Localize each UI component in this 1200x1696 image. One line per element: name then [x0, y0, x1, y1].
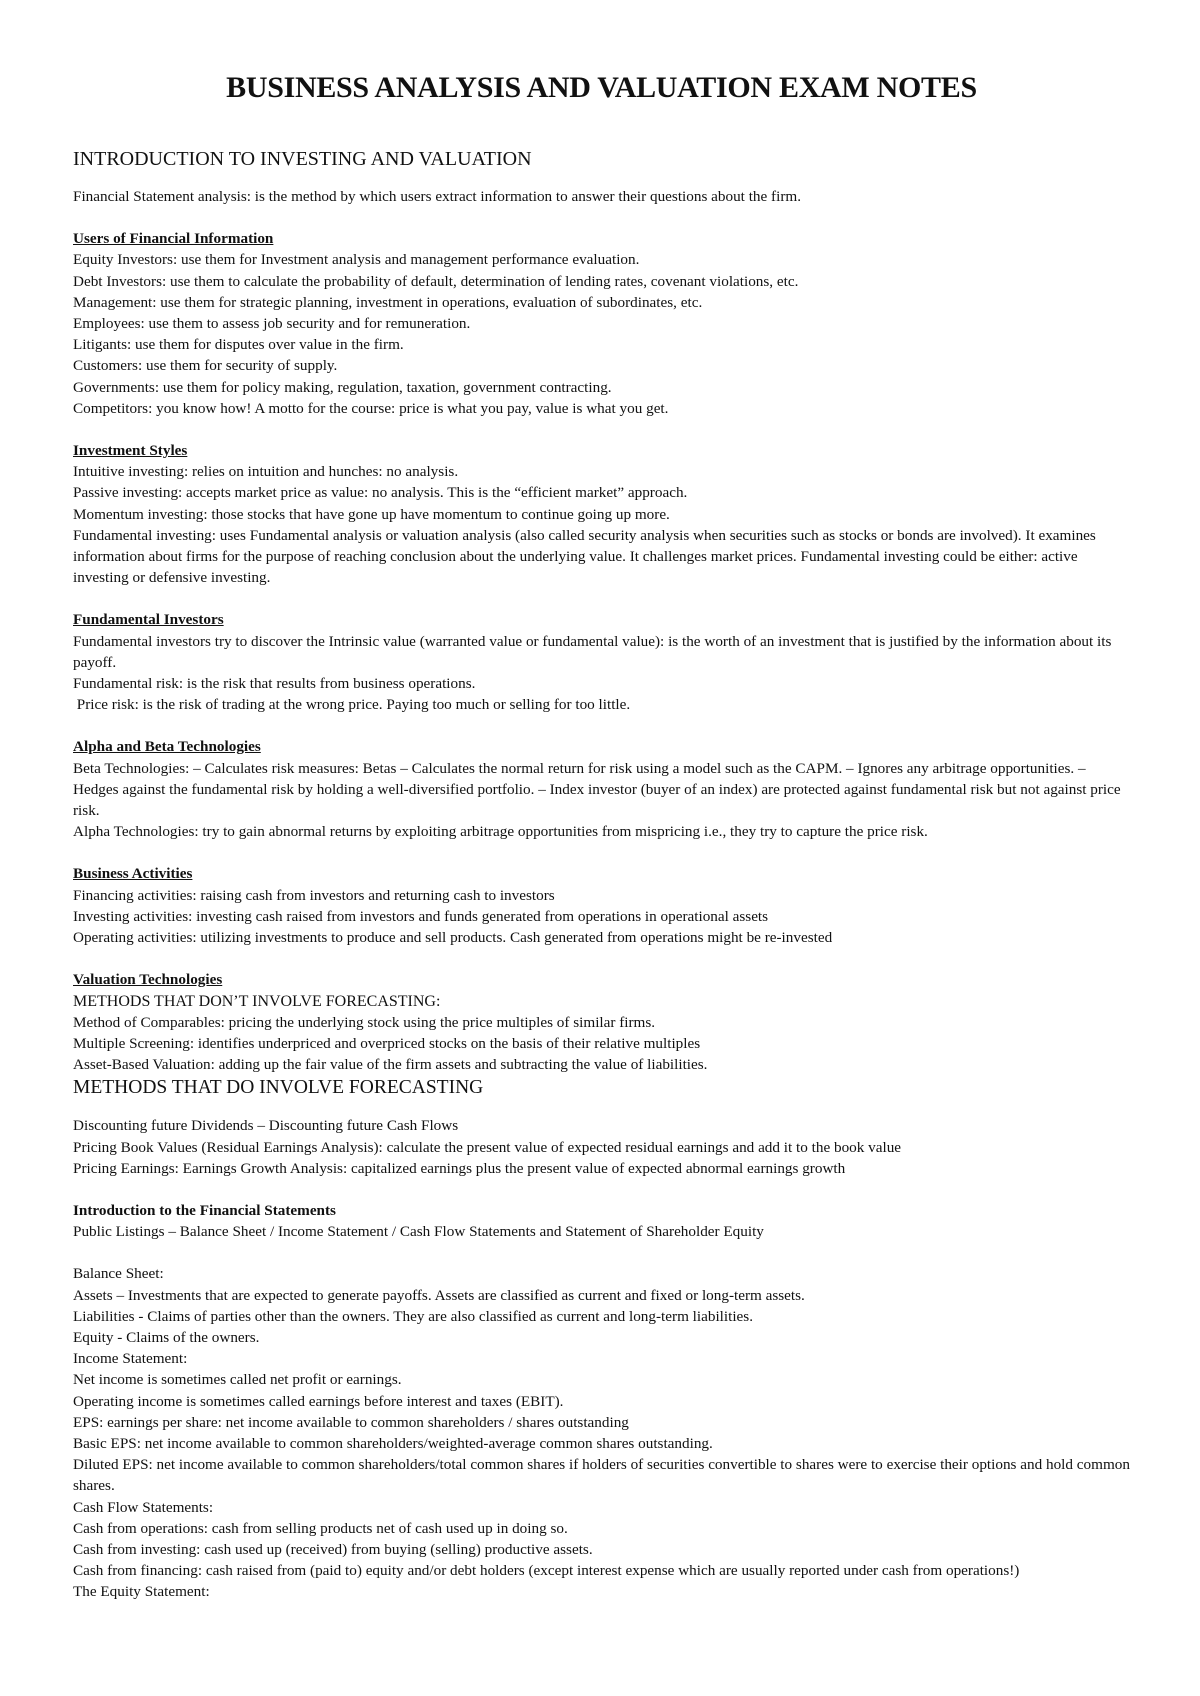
- statements-line: Equity - Claims of the owners.: [73, 1328, 260, 1346]
- users-line: Management: use them for strategic planning, investment in operations, evaluation of subordinates, etc.: [73, 293, 703, 311]
- styles-line: Fundamental investing: uses Fundamental analysis or valuation analysis (also called security analysis when securities such as stocks or bonds are involved). It examines information about firms for the purpose of reaching conclusion about the underlying value. It challenges market prices. Fundamental investing could be either: active investing or defensive investing.: [73, 526, 1096, 587]
- statements-heading: Introduction to the Financial Statements: [73, 1201, 336, 1219]
- users-line: Competitors: you know how! A motto for the course: price is what you pay, value is what you get.: [73, 399, 669, 417]
- statements-line: Cash from investing: cash used up (received) from buying (selling) productive assets.: [73, 1540, 593, 1558]
- statements-line: Cash Flow Statements:: [73, 1498, 214, 1516]
- document-page: [73, 70, 1133, 1603]
- users-line: Customers: use them for security of supply.: [73, 357, 338, 375]
- activities-line: Investing activities: investing cash raised from investors and funds generated from operations in operational assets: [73, 907, 769, 925]
- styles-line: Momentum investing: those stocks that have gone up have momentum to continue going up more.: [73, 505, 670, 523]
- intro-paragraph: Financial Statement analysis: is the method by which users extract information to answer their questions about the firm.: [73, 188, 801, 205]
- valuation-line: Method of Comparables: pricing the underlying stock using the price multiples of similar firms.: [73, 1013, 656, 1031]
- activities-line: Financing activities: raising cash from investors and returning cash to investors: [73, 886, 555, 904]
- statements-line: The Equity Statement:: [73, 1583, 210, 1601]
- styles-line: Passive investing: accepts market price as value: no analysis. This is the “efficient market” approach.: [73, 484, 688, 502]
- valuation-line: Discounting future Dividends – Discounting future Cash Flows: [73, 1117, 459, 1135]
- styles-heading: Investment Styles: [73, 442, 188, 460]
- activities-line: Operating activities: utilizing investments to produce and sell products. Cash generated from operations might be re-invested: [73, 929, 833, 947]
- users-line: Equity Investors: use them for Investment analysis and management performance evaluation.: [73, 251, 640, 269]
- users-heading: Users of Financial Information: [73, 230, 274, 248]
- statements-listings: Public Listings – Balance Sheet / Income Statement / Cash Flow Statements and Statement of Shareholder Equity: [73, 1223, 764, 1241]
- valuation-line: Pricing Book Values (Residual Earnings Analysis): calculate the present value of expected residual earnings and add it to the book value: [73, 1138, 902, 1156]
- statements-line: Diluted EPS: net income available to common shareholders/total common shares if holders of securities convertible to shares were to exercise their options and hold common shares.: [73, 1456, 1130, 1495]
- statements-line: Net income is sometimes called net profit or earnings.: [73, 1371, 402, 1389]
- alpha-beta-line: Alpha Technologies: try to gain abnormal returns by exploiting arbitrage opportunities from mispricing i.e., they try to capture the price risk.: [73, 823, 928, 841]
- fundamental-line: Fundamental investors try to discover the Intrinsic value (warranted value or fundamental value): is the worth of an investment that is justified by the information about its payoff.: [73, 632, 1112, 671]
- valuation-line: Multiple Screening: identifies underpriced and overpriced stocks on the basis of their relative multiples: [73, 1034, 701, 1052]
- no-forecast-label: METHODS THAT DON’T INVOLVE FORECASTING:: [73, 992, 441, 1010]
- alpha-beta-line: Beta Technologies: – Calculates risk measures: Betas – Calculates the normal return for risk using a model such as the CAPM. – Ignores any arbitrage opportunities. – Hedges against the fundamental risk by holding a well-diversified portfolio. – Index investor (buyer of an index) are protected against fundamental risk but not against price risk.: [73, 759, 1121, 820]
- statements-line: Liabilities - Claims of parties other than the owners. They are also classified as current and long-term liabilities.: [73, 1307, 754, 1325]
- users-line: Debt Investors: use them to calculate the probability of default, determination of lending rates, covenant violations, etc.: [73, 272, 799, 290]
- statements-line: EPS: earnings per share: net income available to common shareholders / shares outstanding: [73, 1413, 629, 1431]
- statements-line: Income Statement:: [73, 1350, 188, 1368]
- statements-line: Basic EPS: net income available to common shareholders/weighted-average common shares outstanding.: [73, 1434, 713, 1452]
- users-line: Governments: use them for policy making, regulation, taxation, government contracting.: [73, 378, 612, 396]
- valuation-heading: Valuation Technologies: [73, 971, 223, 989]
- document-title: BUSINESS ANALYSIS AND VALUATION EXAM NOTES: [226, 71, 977, 104]
- statements-line: Balance Sheet:: [73, 1265, 164, 1283]
- statements-line: Cash from financing: cash raised from (paid to) equity and/or debt holders (except interest expense which are usually reported under cash from operations!): [73, 1562, 1020, 1580]
- users-line: Employees: use them to assess job security and for remuneration.: [73, 315, 471, 333]
- alpha-beta-heading: Alpha and Beta Technologies: [73, 738, 261, 756]
- fundamental-line: Price risk: is the risk of trading at the wrong price. Paying too much or selling for too little.: [73, 696, 631, 714]
- valuation-line: Pricing Earnings: Earnings Growth Analysis: capitalized earnings plus the present value of expected abnormal earnings growth: [73, 1159, 846, 1177]
- statements-line: Assets – Investments that are expected to generate payoffs. Assets are classified as current and fixed or long-term assets.: [73, 1286, 805, 1304]
- valuation-line: Asset-Based Valuation: adding up the fair value of the firm assets and subtracting the value of liabilities.: [73, 1056, 708, 1074]
- forecast-label: METHODS THAT DO INVOLVE FORECASTING: [73, 1077, 484, 1099]
- section-title: INTRODUCTION TO INVESTING AND VALUATION: [73, 148, 532, 170]
- statements-line: Cash from operations: cash from selling products net of cash used up in doing so.: [73, 1519, 568, 1537]
- users-line: Litigants: use them for disputes over value in the firm.: [73, 336, 404, 354]
- fundamental-line: Fundamental risk: is the risk that results from business operations.: [73, 675, 476, 693]
- activities-heading: Business Activities: [73, 865, 193, 883]
- styles-line: Intuitive investing: relies on intuition and hunches: no analysis.: [73, 463, 459, 481]
- fundamental-heading: Fundamental Investors: [73, 611, 224, 629]
- statements-line: Operating income is sometimes called earnings before interest and taxes (EBIT).: [73, 1392, 564, 1410]
